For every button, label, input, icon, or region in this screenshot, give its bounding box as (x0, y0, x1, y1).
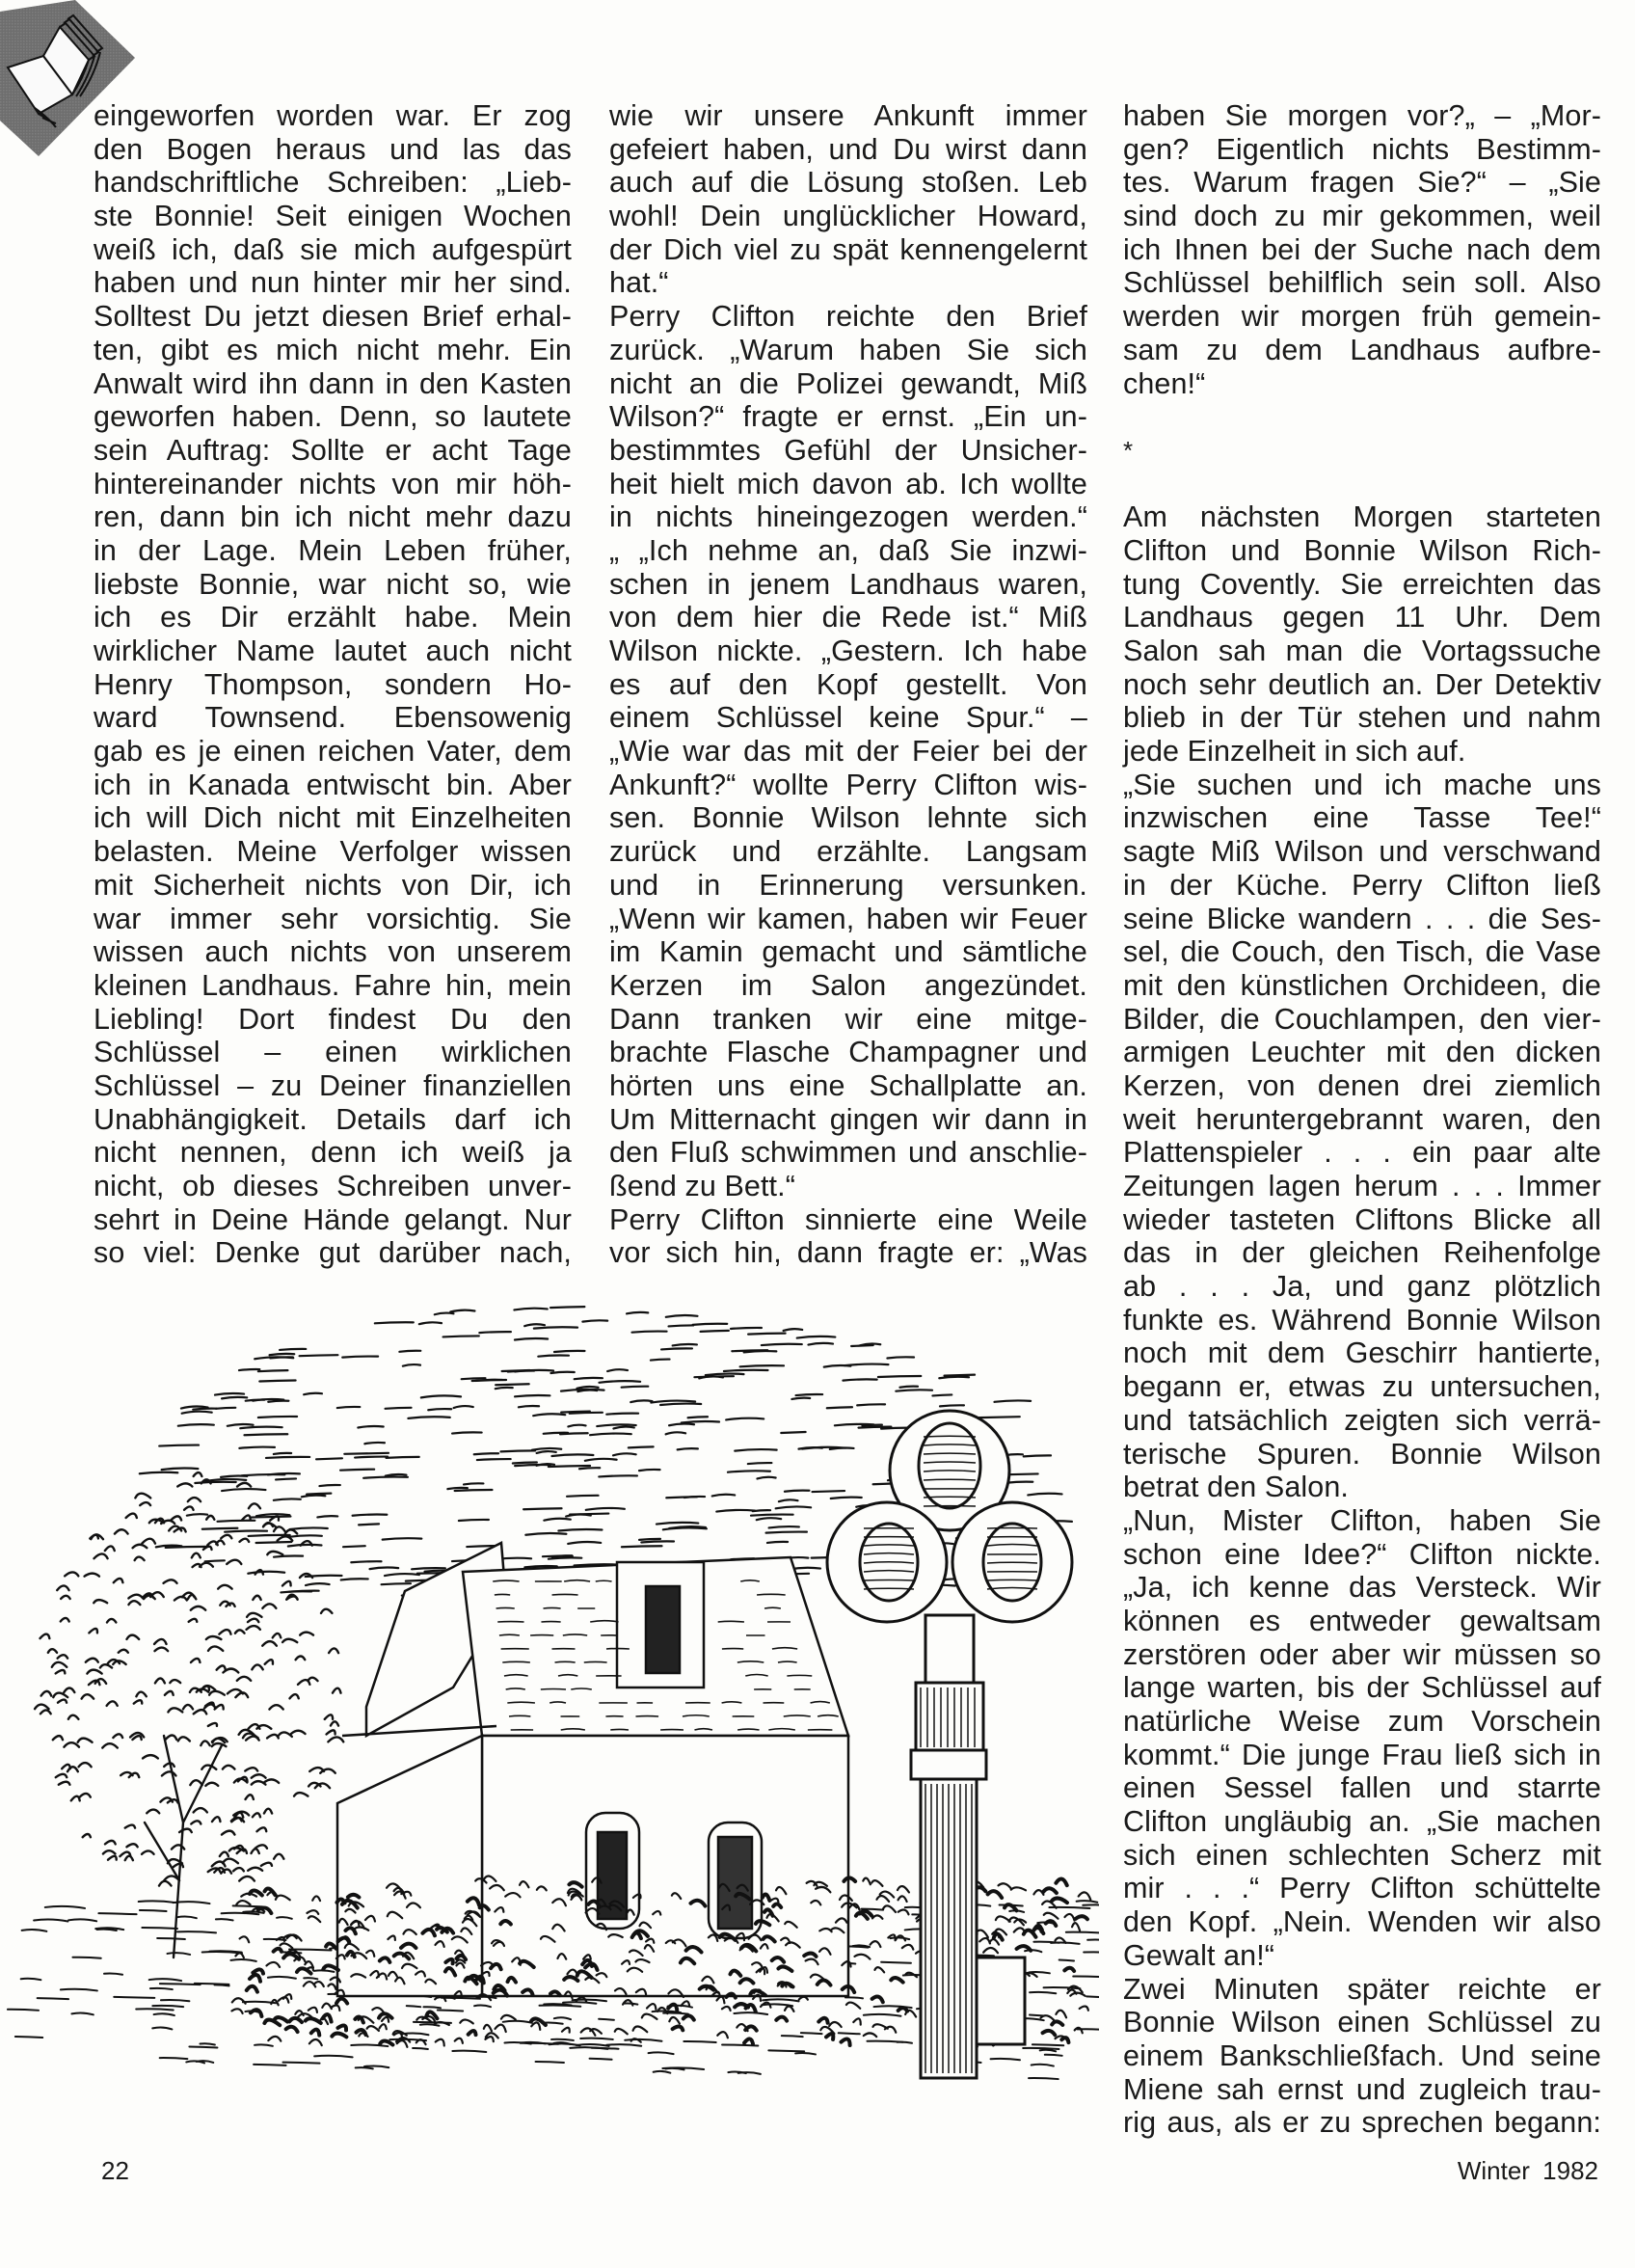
text-line: Miene sah ernst und zugleich trau- (1123, 2072, 1601, 2106)
text-line: natürliche Weise zum Vorschein (1123, 1705, 1601, 1738)
text-line: ward Townsend. Ebensowenig (94, 701, 572, 735)
text-line: den Bogen heraus und las das (94, 132, 572, 166)
text-line: und tatsächlich zeigten sich verrä- (1123, 1403, 1601, 1437)
text-line: Perry Clifton sinnierte eine Weile (609, 1202, 1087, 1236)
text-line: gen? Eigentlich nichts Bestimm- (1123, 132, 1601, 166)
text-line: haben Sie morgen vor?„ – „Mor- (1123, 99, 1601, 132)
text-line: wieder tasteten Cliftons Blicke all (1123, 1202, 1601, 1236)
text-line: geworfen haben. Denn, so lautete (94, 400, 572, 434)
spacer (1123, 468, 1601, 501)
text-line: einem Bankschließfach. Und seine (1123, 2038, 1601, 2072)
house-icon (337, 1543, 848, 1996)
text-line: sagte Miß Wilson und verschwand (1123, 835, 1601, 869)
text-line: wie wir unsere Ankunft immer (609, 99, 1087, 132)
text-line: eingeworfen worden war. Er zog (94, 99, 572, 132)
text-line: „Wie war das mit der Feier bei der (609, 735, 1087, 769)
text-line: im Kamin gemacht und sämtliche (609, 935, 1087, 969)
text-line: Zeitungen lagen herum . . . Immer (1123, 1170, 1601, 1202)
text-line: weiß ich, daß sie mich aufgespürt (94, 232, 572, 266)
text-line: hörten uns eine Schallplatte an. (609, 1068, 1087, 1102)
text-line: Am nächsten Morgen starteten (1123, 500, 1601, 534)
text-line: Zwei Minuten später reichte er (1123, 1972, 1601, 2006)
text-line: funkte es. Während Bonnie Wilson (1123, 1303, 1601, 1336)
text-line: Salon sah man die Vortagssuche (1123, 634, 1601, 667)
text-line: Wilson nickte. „Gestern. Ich habe (609, 634, 1087, 667)
text-line: mit Sicherheit nichts von Dir, ich (94, 868, 572, 902)
text-line: ich Ihnen bei der Suche nach dem (1123, 232, 1601, 266)
text-line: heit hielt mich davon ab. Ich wollte (609, 467, 1087, 500)
text-line: gefeiert haben, und Du wirst dann (609, 132, 1087, 166)
text-line: tes. Warum fragen Sie?“ – „Sie (1123, 166, 1601, 200)
text-line: Landhaus gegen 11 Uhr. Dem (1123, 601, 1601, 634)
text-line: wissen auch nichts von unserem (94, 935, 572, 969)
text-line: Gewalt an!“ (1123, 1938, 1275, 1972)
text-line: Schlüssel behilflich sein soll. Also (1123, 266, 1601, 300)
text-line: der Dich viel zu spät kennengelernt (609, 232, 1087, 266)
key-icon (827, 1411, 1072, 2078)
text-line: ich will Dich nicht mit Einzelheiten (94, 801, 572, 835)
text-line: das in der gleichen Reihenfolge (1123, 1236, 1601, 1270)
text-line: nicht an die Polizei gewandt, Miß (609, 366, 1087, 400)
text-line: rig aus, als er zu sprechen begann: (1123, 2106, 1601, 2140)
text-line: Um Mitternacht gingen wir dann in (609, 1102, 1087, 1136)
text-line: Schlüssel – einen wirklichen (94, 1036, 572, 1069)
text-line: zurück. „Warum haben Sie sich (609, 333, 1087, 366)
text-line: wohl! Dein unglücklicher Howard, (609, 200, 1087, 233)
text-line: noch mit dem Geschirr hantierte, (1123, 1336, 1601, 1370)
text-line: liebste Bonnie, war nicht so, wie (94, 567, 572, 601)
text-line: „Nun, Mister Clifton, haben Sie (1123, 1503, 1601, 1537)
text-line: armigen Leuchter mit den dicken (1123, 1036, 1601, 1069)
spacer (1123, 400, 1601, 434)
text-line: ren, dann bin ich nicht mehr dazu (94, 500, 572, 534)
text-line: tung Covently. Sie erreichten das (1123, 567, 1601, 601)
text-line: brachte Flasche Champagner und (609, 1036, 1087, 1069)
text-line: Bilder, die Couchlampen, den vier- (1123, 1002, 1601, 1036)
text-line: ste Bonnie! Seit einigen Wochen (94, 200, 572, 233)
text-line: einem Schlüssel keine Spur.“ – (609, 701, 1087, 735)
text-line: Henry Thompson, sondern Ho- (94, 667, 572, 701)
text-line: sen. Bonnie Wilson lehnte sich (609, 801, 1087, 835)
text-line: Clifton und Bonnie Wilson Rich- (1123, 533, 1601, 567)
text-line: es auf den Kopf gestellt. Von (609, 667, 1087, 701)
text-line: zerstören oder aber wir müssen so (1123, 1637, 1601, 1671)
text-line: einen Sessel fallen und starrte (1123, 1771, 1601, 1805)
text-line: belasten. Meine Verfolger wissen (94, 835, 572, 869)
text-line: lange warten, bis der Schlüssel auf (1123, 1671, 1601, 1705)
text-line: Bonnie Wilson einen Schlüssel zu (1123, 2006, 1601, 2039)
text-line: ich es Dir erzählt habe. Mein (94, 601, 572, 634)
text-line: betrat den Salon. (1123, 1471, 1350, 1504)
text-line: Solltest Du jetzt diesen Brief erhal- (94, 300, 572, 334)
text-line: in nichts hineingezogen werden.“ (609, 500, 1087, 534)
text-line: vor sich hin, dann fragte er: „Was (609, 1236, 1087, 1270)
text-line: in der Küche. Perry Clifton ließ (1123, 868, 1601, 902)
text-line: Unabhängigkeit. Details darf ich (94, 1102, 572, 1136)
text-line: von dem hier die Rede ist.“ Miß (609, 601, 1087, 634)
text-line: den Fluß schwimmen und anschlie- (609, 1136, 1087, 1170)
text-line: haben und nun hinter mir her sind. (94, 266, 572, 300)
issue-date: Winter 1982 (1457, 2156, 1598, 2185)
text-line: „ „Ich nehme an, daß Sie inzwi- (609, 533, 1087, 567)
text-column-2 (609, 99, 1087, 1270)
text-line: nicht nennen, denn ich weiß ja (94, 1136, 572, 1170)
text-line: handschriftliche Schreiben: „Lieb- (94, 166, 572, 200)
text-line: Kerzen im Salon angezündet. (609, 968, 1087, 1002)
text-line: mir . . .“ Perry Clifton schüttelte (1123, 1872, 1601, 1905)
text-line: auch auf die Lösung stoßen. Leb (609, 166, 1087, 200)
page-number: 22 (101, 2156, 129, 2185)
text-line: Schlüssel – zu Deiner finanziellen (94, 1068, 572, 1102)
text-line: weit heruntergebrannt waren, den (1123, 1102, 1601, 1136)
text-line: „Sie suchen und ich mache uns (1123, 768, 1601, 801)
text-line: war immer sehr vorsichtig. Sie (94, 902, 572, 935)
text-line: inzwischen eine Tasse Tee!“ (1123, 801, 1601, 835)
text-line: ßend zu Bett.“ (609, 1170, 795, 1202)
text-line: schon eine Idee?“ Clifton nickte. (1123, 1537, 1601, 1571)
text-line: sind doch zu mir gekommen, weil (1123, 200, 1601, 233)
text-line: wirklicher Name lautet auch nicht (94, 634, 572, 667)
text-line: kleinen Landhaus. Fahre hin, mein (94, 968, 572, 1002)
text-line: Kerzen, von denen drei ziemlich (1123, 1068, 1601, 1102)
text-line: ten, gibt es mich nicht mehr. Ein (94, 333, 572, 366)
text-line: jede Einzelheit in sich auf. (1123, 735, 1466, 769)
text-line: hintereinander nichts von mir höh- (94, 467, 572, 500)
text-line: Dann tranken wir eine mitge- (609, 1002, 1087, 1036)
text-line: sel, die Couch, den Tisch, die Vase (1123, 935, 1601, 969)
text-line: „Wenn wir kamen, haben wir Feuer (609, 902, 1087, 935)
text-line: sehrt in Deine Hände gelangt. Nur (94, 1202, 572, 1236)
text-line: nicht, ob dieses Schreiben unver- (94, 1170, 572, 1202)
text-line: Liebling! Dort findest Du den (94, 1002, 572, 1036)
text-line: können es entweder gewaltsam (1123, 1604, 1601, 1637)
text-line: sein Auftrag: Sollte er acht Tage (94, 433, 572, 467)
section-separator: * (1123, 435, 1134, 465)
text-line: sam zu dem Landhaus aufbre- (1123, 333, 1601, 366)
text-line: ab . . . Ja, und ganz plötzlich (1123, 1270, 1601, 1304)
text-line: Perry Clifton reichte den Brief (609, 300, 1087, 334)
text-line: so viel: Denke gut darüber nach, (94, 1236, 572, 1270)
text-line: begann er, etwas zu untersuchen, (1123, 1370, 1601, 1404)
text-line: hat.“ (609, 266, 669, 300)
text-line: seine Blicke wandern . . . die Ses- (1123, 902, 1601, 935)
text-line: in der Lage. Mein Leben früher, (94, 533, 572, 567)
text-line: noch sehr deutlich an. Der Detektiv (1123, 667, 1601, 701)
text-line: sich einen schlechten Scherz mit (1123, 1838, 1601, 1872)
text-line: kommt.“ Die junge Frau ließ sich in (1123, 1738, 1601, 1771)
text-line: und in Erinnerung versunken. (609, 868, 1087, 902)
text-line: chen!“ (1123, 366, 1206, 400)
text-line: gab es je einen reichen Vater, dem (94, 735, 572, 769)
text-line: bestimmtes Gefühl der Unsicher- (609, 433, 1087, 467)
text-line: „Ja, ich kenne das Versteck. Wir (1123, 1571, 1601, 1605)
text-line: blieb in der Tür stehen und nahm (1123, 701, 1601, 735)
text-line: Plattenspieler . . . ein paar alte (1123, 1136, 1601, 1170)
text-line: den Kopf. „Nein. Wenden wir also (1123, 1905, 1601, 1939)
text-line: zurück und erzählte. Langsam (609, 835, 1087, 869)
text-column-3 (1123, 99, 1601, 2140)
text-line: schen in jenem Landhaus waren, (609, 567, 1087, 601)
text-line: Ankunft?“ wollte Perry Clifton wis- (609, 768, 1087, 801)
text-line: Anwalt wird ihn dann in den Kasten (94, 366, 572, 400)
illustration-house-and-key (0, 1282, 1099, 2102)
text-column-1 (94, 99, 572, 1270)
text-line: terische Spuren. Bonnie Wilson (1123, 1437, 1601, 1471)
text-line: ich in Kanada entwischt bin. Aber (94, 768, 572, 801)
text-line: werden wir morgen früh gemein- (1123, 300, 1601, 334)
text-line: Clifton ungläubig an. „Sie machen (1123, 1805, 1601, 1839)
text-line: mit den künstlichen Orchideen, die (1123, 968, 1601, 1002)
text-line: Wilson?“ fragte er ernst. „Ein un- (609, 400, 1087, 434)
